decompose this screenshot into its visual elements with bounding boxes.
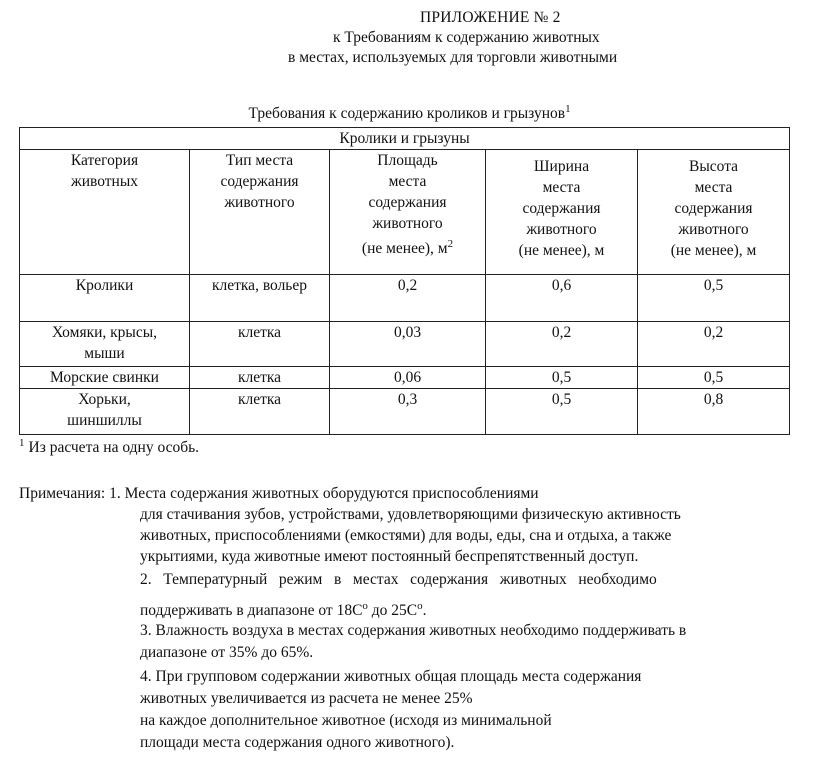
note-1-line-3: животных, приспособлениями (емкостями) для воды, еды, сна и отдыха, а также [140, 527, 672, 544]
table-row [20, 389, 790, 435]
table-cell: 0,5 [486, 389, 638, 435]
table-cell: Кролики [20, 275, 190, 322]
table-cell: Морские свинки [20, 367, 190, 389]
column-header-category [20, 150, 190, 275]
column-header-text: Высота места содержания животного (не менее), м [670, 158, 757, 259]
table-title-text: Требования к содержанию кроликов и грызунов [248, 105, 566, 122]
notes-label: Примечания: [19, 485, 106, 502]
table-cell: 0,06 [330, 367, 486, 389]
note-1-line-1: 1. Места содержания животных оборудуются приспособлениями [109, 485, 539, 502]
note-3-line-2: диапазоне от 35% до 65%. [140, 644, 314, 661]
area-unit-sup: 2 [447, 238, 454, 250]
table-row [20, 322, 790, 367]
appendix-subtitle: к Требованиям к содержанию животных [333, 29, 600, 46]
note-2-text-b: до 25С [367, 602, 418, 619]
note-3-line-1: 3. Влажность воздуха в местах содержания животных необходимо поддерживать в [140, 622, 687, 639]
column-header-text: Тип места содержания животного [220, 152, 299, 211]
column-header-text: Площадь места содержания животного (не менее), м [361, 152, 448, 257]
table-cell: 0,5 [638, 275, 790, 322]
degree-mark: о [417, 600, 423, 612]
table-cell: 0,2 [638, 322, 790, 367]
table-cell: клетка, вольер [190, 275, 330, 322]
table-cell: 0,6 [486, 275, 638, 322]
note-4-line-3: на каждое дополнительное животное (исходя из минимальной [140, 712, 552, 729]
note-2-text-c: . [422, 602, 427, 619]
appendix-subtitle-2: в местах, используемых для торговли животными [288, 49, 618, 66]
table-cell: 0,5 [486, 367, 638, 389]
table-group-header: Кролики и грызуны [20, 128, 790, 150]
table-cell: 0,5 [638, 367, 790, 389]
table-cell: 0,2 [486, 322, 638, 367]
column-header-type [190, 150, 330, 275]
table-cell: клетка [190, 389, 330, 435]
column-header-width [486, 150, 638, 275]
notes-label-line [19, 484, 539, 505]
column-header-height [638, 150, 790, 275]
table-cell: 0,3 [330, 389, 486, 435]
table-cell: 0,8 [638, 389, 790, 435]
note-4-line-2: животных увеличивается из расчета не менее 25% [140, 690, 473, 707]
table-cell: клетка [190, 322, 330, 367]
table-row [20, 367, 790, 389]
note-4-line-1: 4. При групповом содержании животных общая площадь места содержания [140, 668, 642, 685]
footnote-text: Из расчета на одну особь. [28, 439, 200, 456]
note-2-text-a: поддерживать в диапазоне от 18С [140, 602, 363, 619]
column-header-text: Ширина места содержания животного (не менее), м [518, 158, 605, 259]
appendix-number: ПРИЛОЖЕНИЕ № 2 [420, 9, 561, 26]
table-cell: Хорьки, шиншиллы [20, 389, 190, 435]
table-footnote [19, 437, 199, 457]
table-cell: 0,2 [330, 275, 486, 322]
table-cell: Хомяки, крысы, мыши [20, 322, 190, 367]
requirements-table [19, 127, 790, 435]
note-2-line-2 [140, 596, 427, 622]
note-1-line-2: для стачивания зубов, устройствами, удовлетворяющими физическую активность [140, 506, 681, 523]
table-column-headers [20, 150, 790, 275]
column-header-area [330, 150, 486, 275]
note-2-line-1: 2. Температурный режим в местах содержания животных необходимо [140, 571, 657, 588]
table-cell: клетка [190, 367, 330, 389]
column-header-text: Категория животных [70, 152, 139, 190]
table-title [0, 103, 819, 123]
degree-mark: о [362, 600, 368, 612]
footnote-mark: 1 [19, 437, 25, 449]
table-row [20, 275, 790, 322]
note-4-line-4: площади места содержания одного животного). [140, 734, 455, 751]
note-1-line-4: укрытиями, куда животные имеют постоянный беспрепятственный доступ. [140, 548, 639, 565]
table-title-footnote-mark: 1 [565, 103, 571, 115]
table-cell: 0,03 [330, 322, 486, 367]
